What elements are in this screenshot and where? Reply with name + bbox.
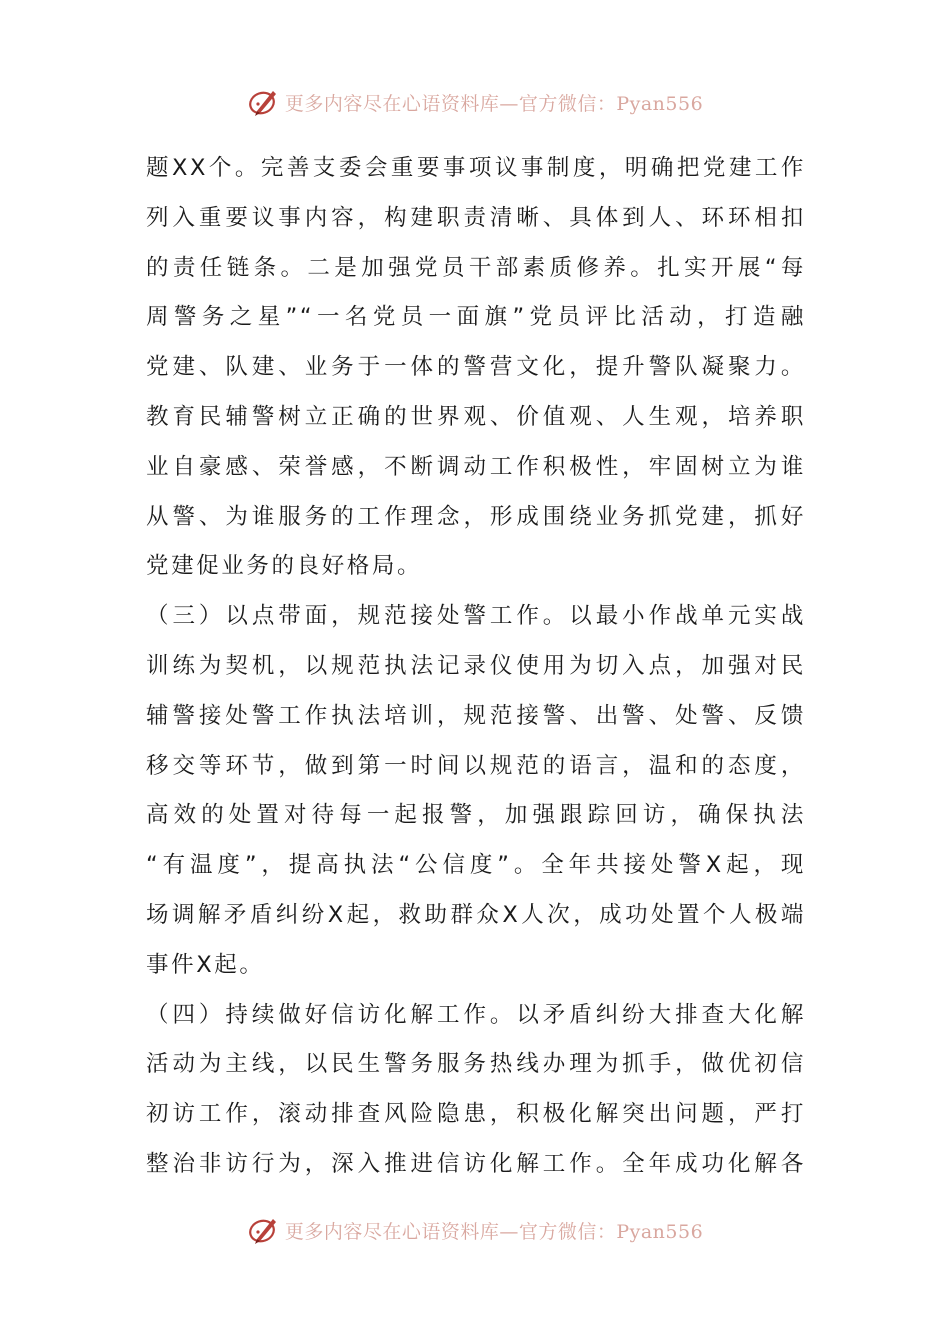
body-line: 教育民辅警树立正确的世界观、价值观、人生观，培养职 (146, 403, 806, 430)
body-line: 训练为契机，以规范执法记录仪使用为切入点，加强对民 (146, 652, 806, 679)
body-line: 辅警接处警工作执法培训，规范接警、出警、处警、反馈 (146, 702, 806, 729)
footer-watermark-text: 更多内容尽在心语资料库—官方微信：Pyan556 (284, 1220, 704, 1243)
body-line: 题XX个。完善支委会重要事项议事制度，明确把党建工作 (146, 155, 806, 181)
body-line: （四）持续做好信访化解工作。以矛盾纠纷大排查大化解 (146, 1001, 806, 1028)
body-line: 高效的处置对待每一起报警，加强跟踪回访，确保执法 (146, 802, 806, 829)
pen-circle-logo-icon (247, 1213, 281, 1247)
body-line: 从警、为谁服务的工作理念，形成围绕业务抓党建，抓好 (146, 503, 806, 530)
body-line: 党建促业务的良好格局。 (146, 553, 423, 580)
body-line: （三）以点带面，规范接处警工作。以最小作战单元实战 (146, 603, 806, 630)
body-line: 活动为主线，以民生警务服务热线办理为抓手，做优初信 (146, 1051, 806, 1078)
body-line: 初访工作，滚动排查风险隐患，积极化解突出问题，严打 (146, 1101, 806, 1128)
footer-watermark (0, 1210, 950, 1250)
body-line: 整治非访行为，深入推进信访化解工作。全年成功化解各 (146, 1150, 806, 1177)
header-watermark (0, 82, 950, 122)
body-line: 的责任链条。二是加强党员干部素质修养。扎实开展“每 (146, 254, 806, 281)
body-line: “有温度”，提高执法“公信度”。全年共接处警X起，现 (146, 852, 806, 879)
header-watermark-text: 更多内容尽在心语资料库—官方微信：Pyan556 (284, 92, 704, 115)
body-line: 场调解矛盾纠纷X起，救助群众X人次，成功处置个人极端 (146, 901, 806, 928)
body-line: 列入重要议事内容，构建职责清晰、具体到人、环环相扣 (146, 204, 806, 231)
pen-circle-logo-icon (247, 85, 281, 119)
body-line: 业自豪感、荣誉感，不断调动工作积极性，牢固树立为谁 (146, 453, 806, 480)
body-line: 移交等环节，做到第一时间以规范的语言，温和的态度， (146, 752, 806, 779)
document-body (146, 144, 806, 1190)
body-line: 周警务之星”“一名党员一面旗”党员评比活动，打造融 (146, 304, 806, 331)
body-line: 党建、队建、业务于一体的警营文化，提升警队凝聚力。 (146, 354, 806, 381)
body-line: 事件X起。 (146, 951, 265, 978)
